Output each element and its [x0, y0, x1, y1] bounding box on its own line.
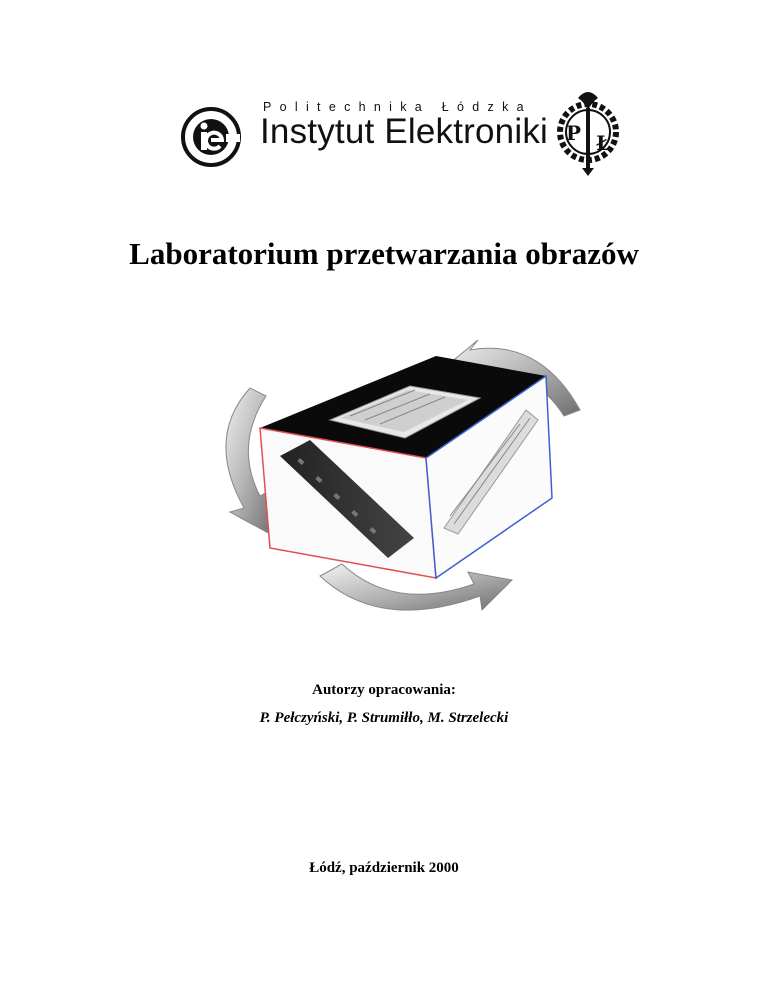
university-name: Politechnika Łódzka [263, 100, 532, 114]
place-and-date: Łódź, październik 2000 [309, 860, 459, 876]
institute-name: Instytut Elektroniki [260, 112, 548, 151]
institute-ie-logo [180, 106, 242, 168]
crest-letter-p: P [566, 121, 582, 145]
document-title: Laboratorium przetwarzania obrazów [129, 236, 639, 271]
authors-label: Autorzy opracowania: [312, 682, 456, 698]
header [0, 88, 768, 188]
authors-names: P. Pełczyński, P. Strumiłło, M. Strzelecki [259, 710, 509, 726]
university-crest-logo [552, 88, 624, 176]
crest-letter-l: Ł [596, 131, 611, 155]
cube-illustration [200, 328, 600, 628]
